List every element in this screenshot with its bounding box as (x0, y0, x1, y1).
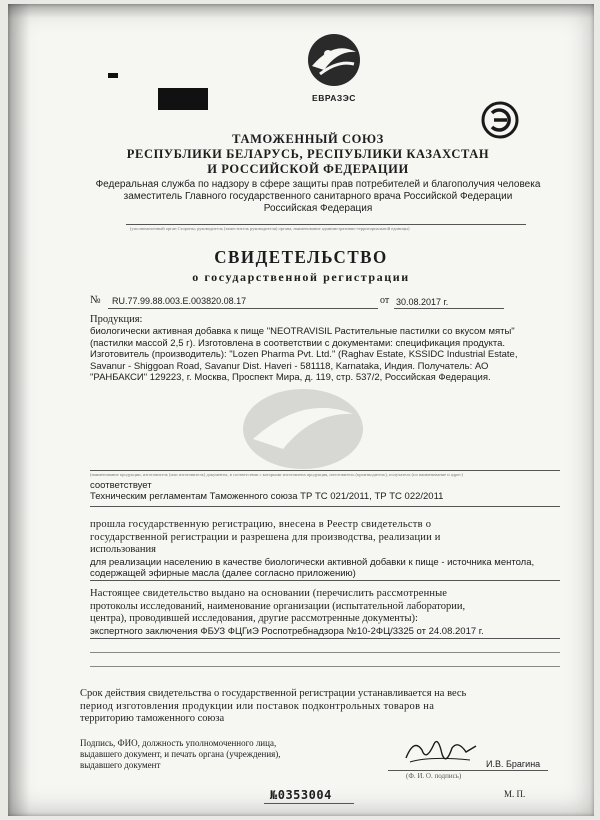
number-prefix: № (90, 294, 101, 306)
form-number: №0353004 (270, 788, 332, 802)
basis-line-4: экспертного заключения ФБУЗ ФЦГиЭ Роспотребнадзора №10-2ФЦ/3325 от 24.08.2017 г. (90, 625, 484, 637)
validity-line-1: Срок действия свидетельства о государственной регистрации устанавливается на весь (80, 688, 467, 699)
basis-line-3: центра), проводившей исследования, другие рассмотренные документы): (90, 613, 418, 624)
title-sub: о государственной регистрации (192, 270, 410, 284)
compliance-block (90, 480, 560, 503)
product-line-3: Изготовитель (производитель): "Lozen Pharma Pvt. Ltd." (Raghav Estate, KSSIDC Industrial Estate, (90, 349, 518, 361)
basis-line-1: Настоящее свидетельство выдано на основании (перечислить рассмотренные (90, 588, 448, 599)
header-block (88, 132, 528, 177)
signatory-name: И.В. Брагина (486, 759, 541, 769)
compliance-underline (90, 506, 560, 507)
registration-date: 30.08.2017 г. (396, 297, 449, 307)
basis-line-2: протоколы исследований, наименование организации (испытательной лаборатории, (90, 600, 466, 612)
certificate-sheet (8, 4, 594, 816)
signature-icon (400, 732, 480, 772)
redacted-block-small (108, 73, 118, 78)
basis-underline (90, 638, 560, 639)
logo-caption: ЕВРАЗЭС (312, 93, 356, 103)
form-number-underline (264, 803, 354, 804)
eurasec-logo-icon (294, 30, 374, 90)
authority-underline (126, 224, 526, 225)
signature-label-1: Подпись, ФИО, должность уполномоченного лица, (80, 738, 277, 748)
registered-line-2: государственной регистрации и разрешена для производства, реализации и (90, 531, 441, 543)
number-underline (108, 308, 378, 309)
registered-line-3: использования (90, 544, 156, 555)
product-block (90, 314, 560, 384)
signature-caption: (Ф. И. О. подпись) (406, 772, 462, 780)
signature-label-3: выдавшего документ (80, 760, 161, 770)
product-line-4: Savanur - Shiggoan Road, Savanur Dist. Haveri - 581118, Karnataka, Индия. Получатель: АО (90, 360, 489, 372)
product-line-5: "РАНБАКСИ" 129223, г. Москва, Проспект Мира, д. 119, стр. 537/2, Российская Федерация. (90, 372, 491, 384)
eurasec-watermark-icon (213, 384, 393, 484)
basis-extra-line-2 (90, 666, 560, 667)
seal-label: М. П. (504, 789, 526, 799)
date-underline (394, 308, 504, 309)
validity-block (80, 688, 560, 726)
validity-line-3: территорию таможенного союза (80, 713, 225, 724)
authority-line-1: Федеральная служба по надзору в сфере защиты прав потребителей и благополучия человека (95, 179, 541, 190)
date-prefix: от (380, 295, 390, 306)
watermark-logo (213, 384, 393, 484)
authority-caption: (уполномоченный орган Стороны; руководитель (заместитель руководителя) органа, наименование административно-территориальной единицы) (130, 226, 410, 231)
authority-line-3: Российская Федерация (263, 203, 373, 214)
compliance-label: соответствует (90, 480, 152, 491)
eurasec-logo (294, 30, 374, 103)
product-label: Продукция: (90, 314, 143, 325)
basis-extra-line-1 (90, 652, 560, 653)
registered-underline (90, 580, 560, 581)
compliance-text: Техническим регламентам Таможенного союза ТР ТС 021/2011, ТР ТС 022/2011 (90, 491, 444, 502)
registered-block (90, 519, 560, 580)
authority-block (78, 179, 558, 215)
product-underline (90, 470, 560, 471)
registered-line-5: содержащей эфирные масла (далее согласно приложению) (90, 568, 356, 580)
signature-label-2: выдавшего документ, и печать органа (учреждения), (80, 749, 281, 759)
registration-number: RU.77.99.88.003.E.003820.08.17 (112, 296, 247, 306)
redacted-block (158, 88, 208, 110)
header-line-1: ТАМОЖЕННЫЙ СОЮЗ (232, 132, 384, 146)
handwritten-signature (400, 732, 480, 772)
registered-line-4: для реализации населению в качестве биологически активной добавки к пище - источника ментола, (90, 556, 535, 568)
signature-labels (80, 738, 380, 771)
registered-line-1: прошла государственную регистрацию, внесена в Реестр свидетельств о (90, 519, 432, 530)
scan-shadow-top (8, 4, 594, 18)
registration-number-row (90, 294, 550, 310)
authority-line-2: заместитель Главного государственного санитарного врача Российской Федерации (123, 191, 513, 202)
scan-shadow-left (8, 4, 30, 816)
signature-underline (388, 770, 548, 771)
basis-block (90, 588, 560, 637)
header-line-2: РЕСПУБЛИКИ БЕЛАРУСЬ, РЕСПУБЛИКИ КАЗАХСТАН (126, 147, 490, 161)
product-line-2: (пастилки массой 2,5 г). Изготовлена в соответствии с документами: спецификация продукта. (90, 337, 506, 349)
product-line-1: биологически активная добавка к пище "NEOTRAVISIL Растительные пастилки со вкусом мяты" (90, 326, 515, 337)
title-main: СВИДЕТЕЛЬСТВО (214, 247, 388, 268)
validity-line-2: период изготовления продукции или поставок подконтрольных товаров на (80, 700, 435, 712)
product-caption: (наименование продукции, изготовитель (или изготовитель) документы, в соответствии с которыми изготовлена продукция, изготовитель (производитель), получатель (по наименование и адрес) (90, 472, 463, 477)
header-line-3: И РОССИЙСКОЙ ФЕДЕРАЦИИ (207, 162, 409, 176)
